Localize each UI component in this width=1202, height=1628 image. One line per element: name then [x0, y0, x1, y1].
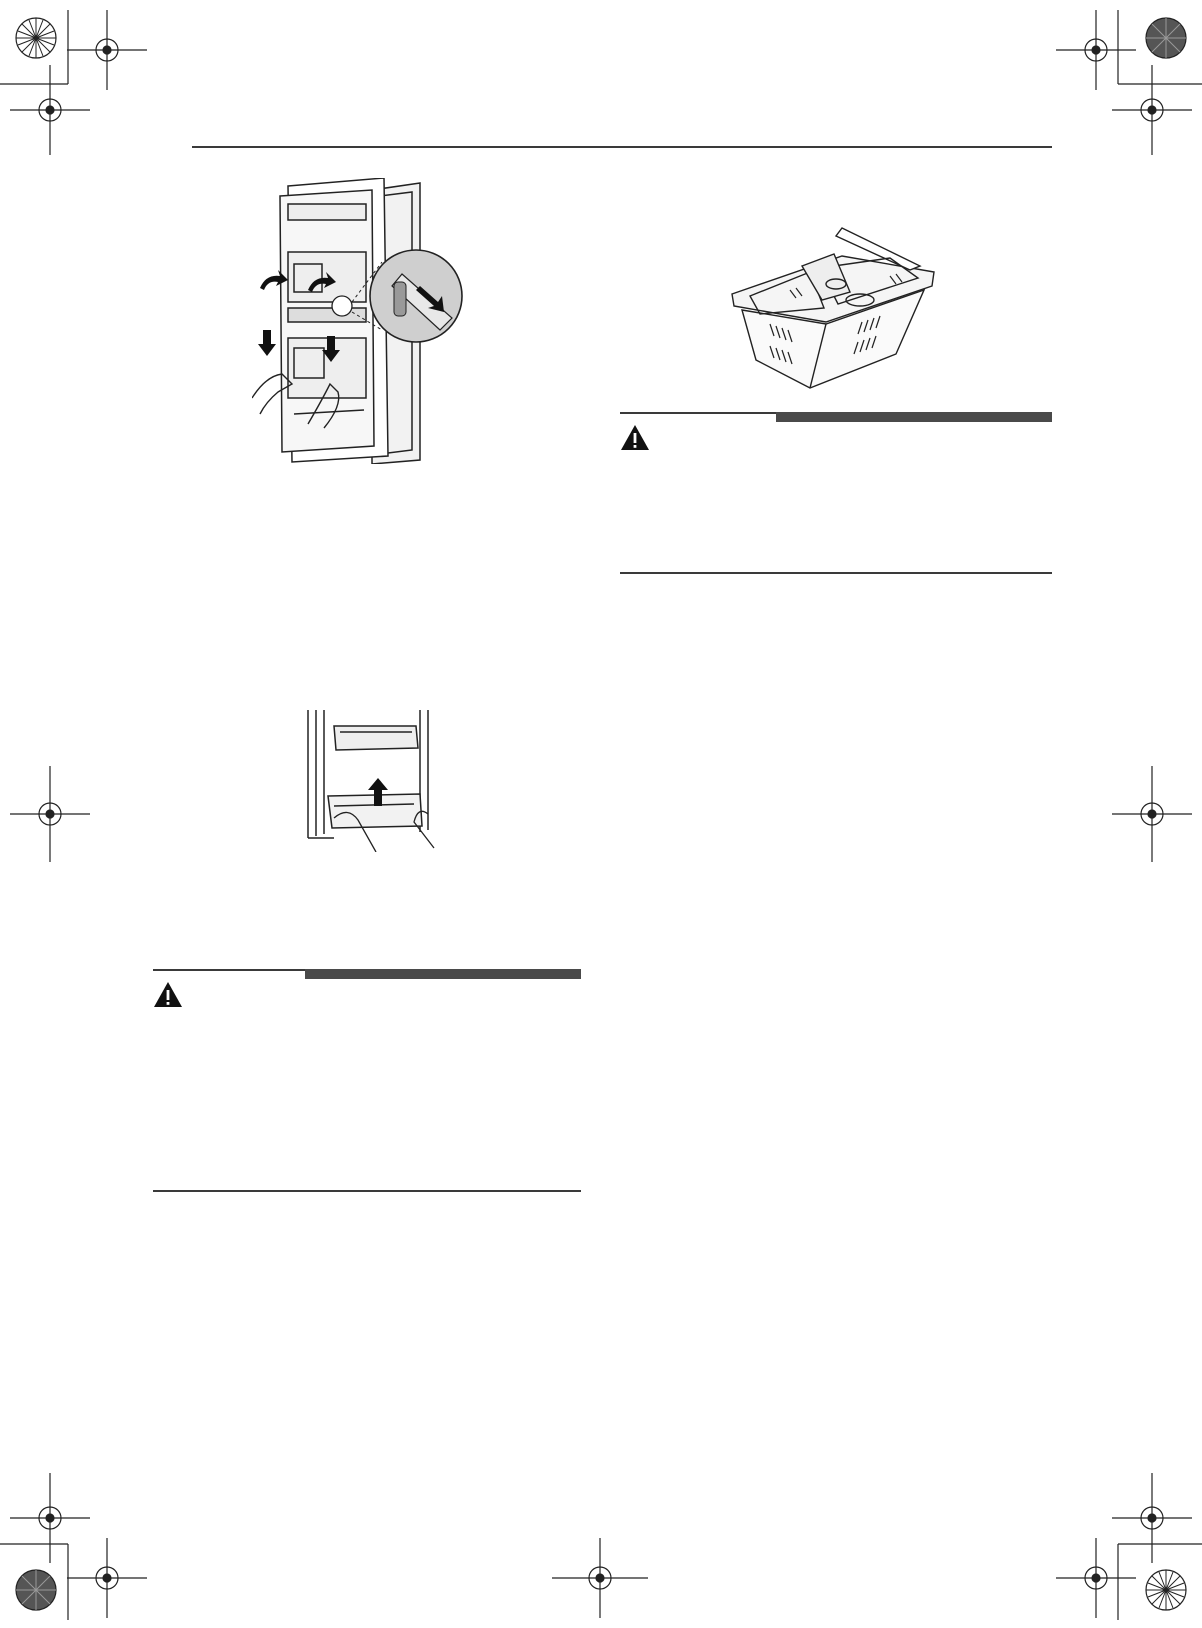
- calibration-star-icon: [1144, 1568, 1188, 1612]
- warning-footer-rule: [620, 572, 1052, 574]
- warning-header-bar: [776, 412, 1052, 422]
- warning-triangle-icon: [620, 424, 650, 451]
- registration-mark-icon: [1102, 764, 1202, 864]
- registration-mark-icon: [0, 60, 100, 160]
- calibration-star-icon: [14, 16, 58, 60]
- freezer-basket-figure: [730, 226, 936, 394]
- registration-mark-icon: [550, 1528, 650, 1628]
- warning-footer-rule: [153, 1190, 581, 1192]
- warning-header-rule: [153, 969, 305, 971]
- registration-mark-icon: [1046, 1528, 1146, 1628]
- calibration-star-icon: [1144, 16, 1188, 60]
- registration-mark-icon: [1102, 60, 1202, 160]
- calibration-star-icon: [14, 1568, 58, 1612]
- registration-mark-icon: [0, 764, 100, 864]
- door-bin-removal-figure: [252, 178, 482, 464]
- warning-header-rule: [620, 412, 776, 414]
- registration-mark-icon: [57, 1528, 157, 1628]
- header-rule: [192, 146, 1052, 148]
- lower-door-bin-lift-figure: [304, 710, 446, 852]
- warning-header-bar: [305, 969, 581, 979]
- warning-triangle-icon: [153, 981, 183, 1008]
